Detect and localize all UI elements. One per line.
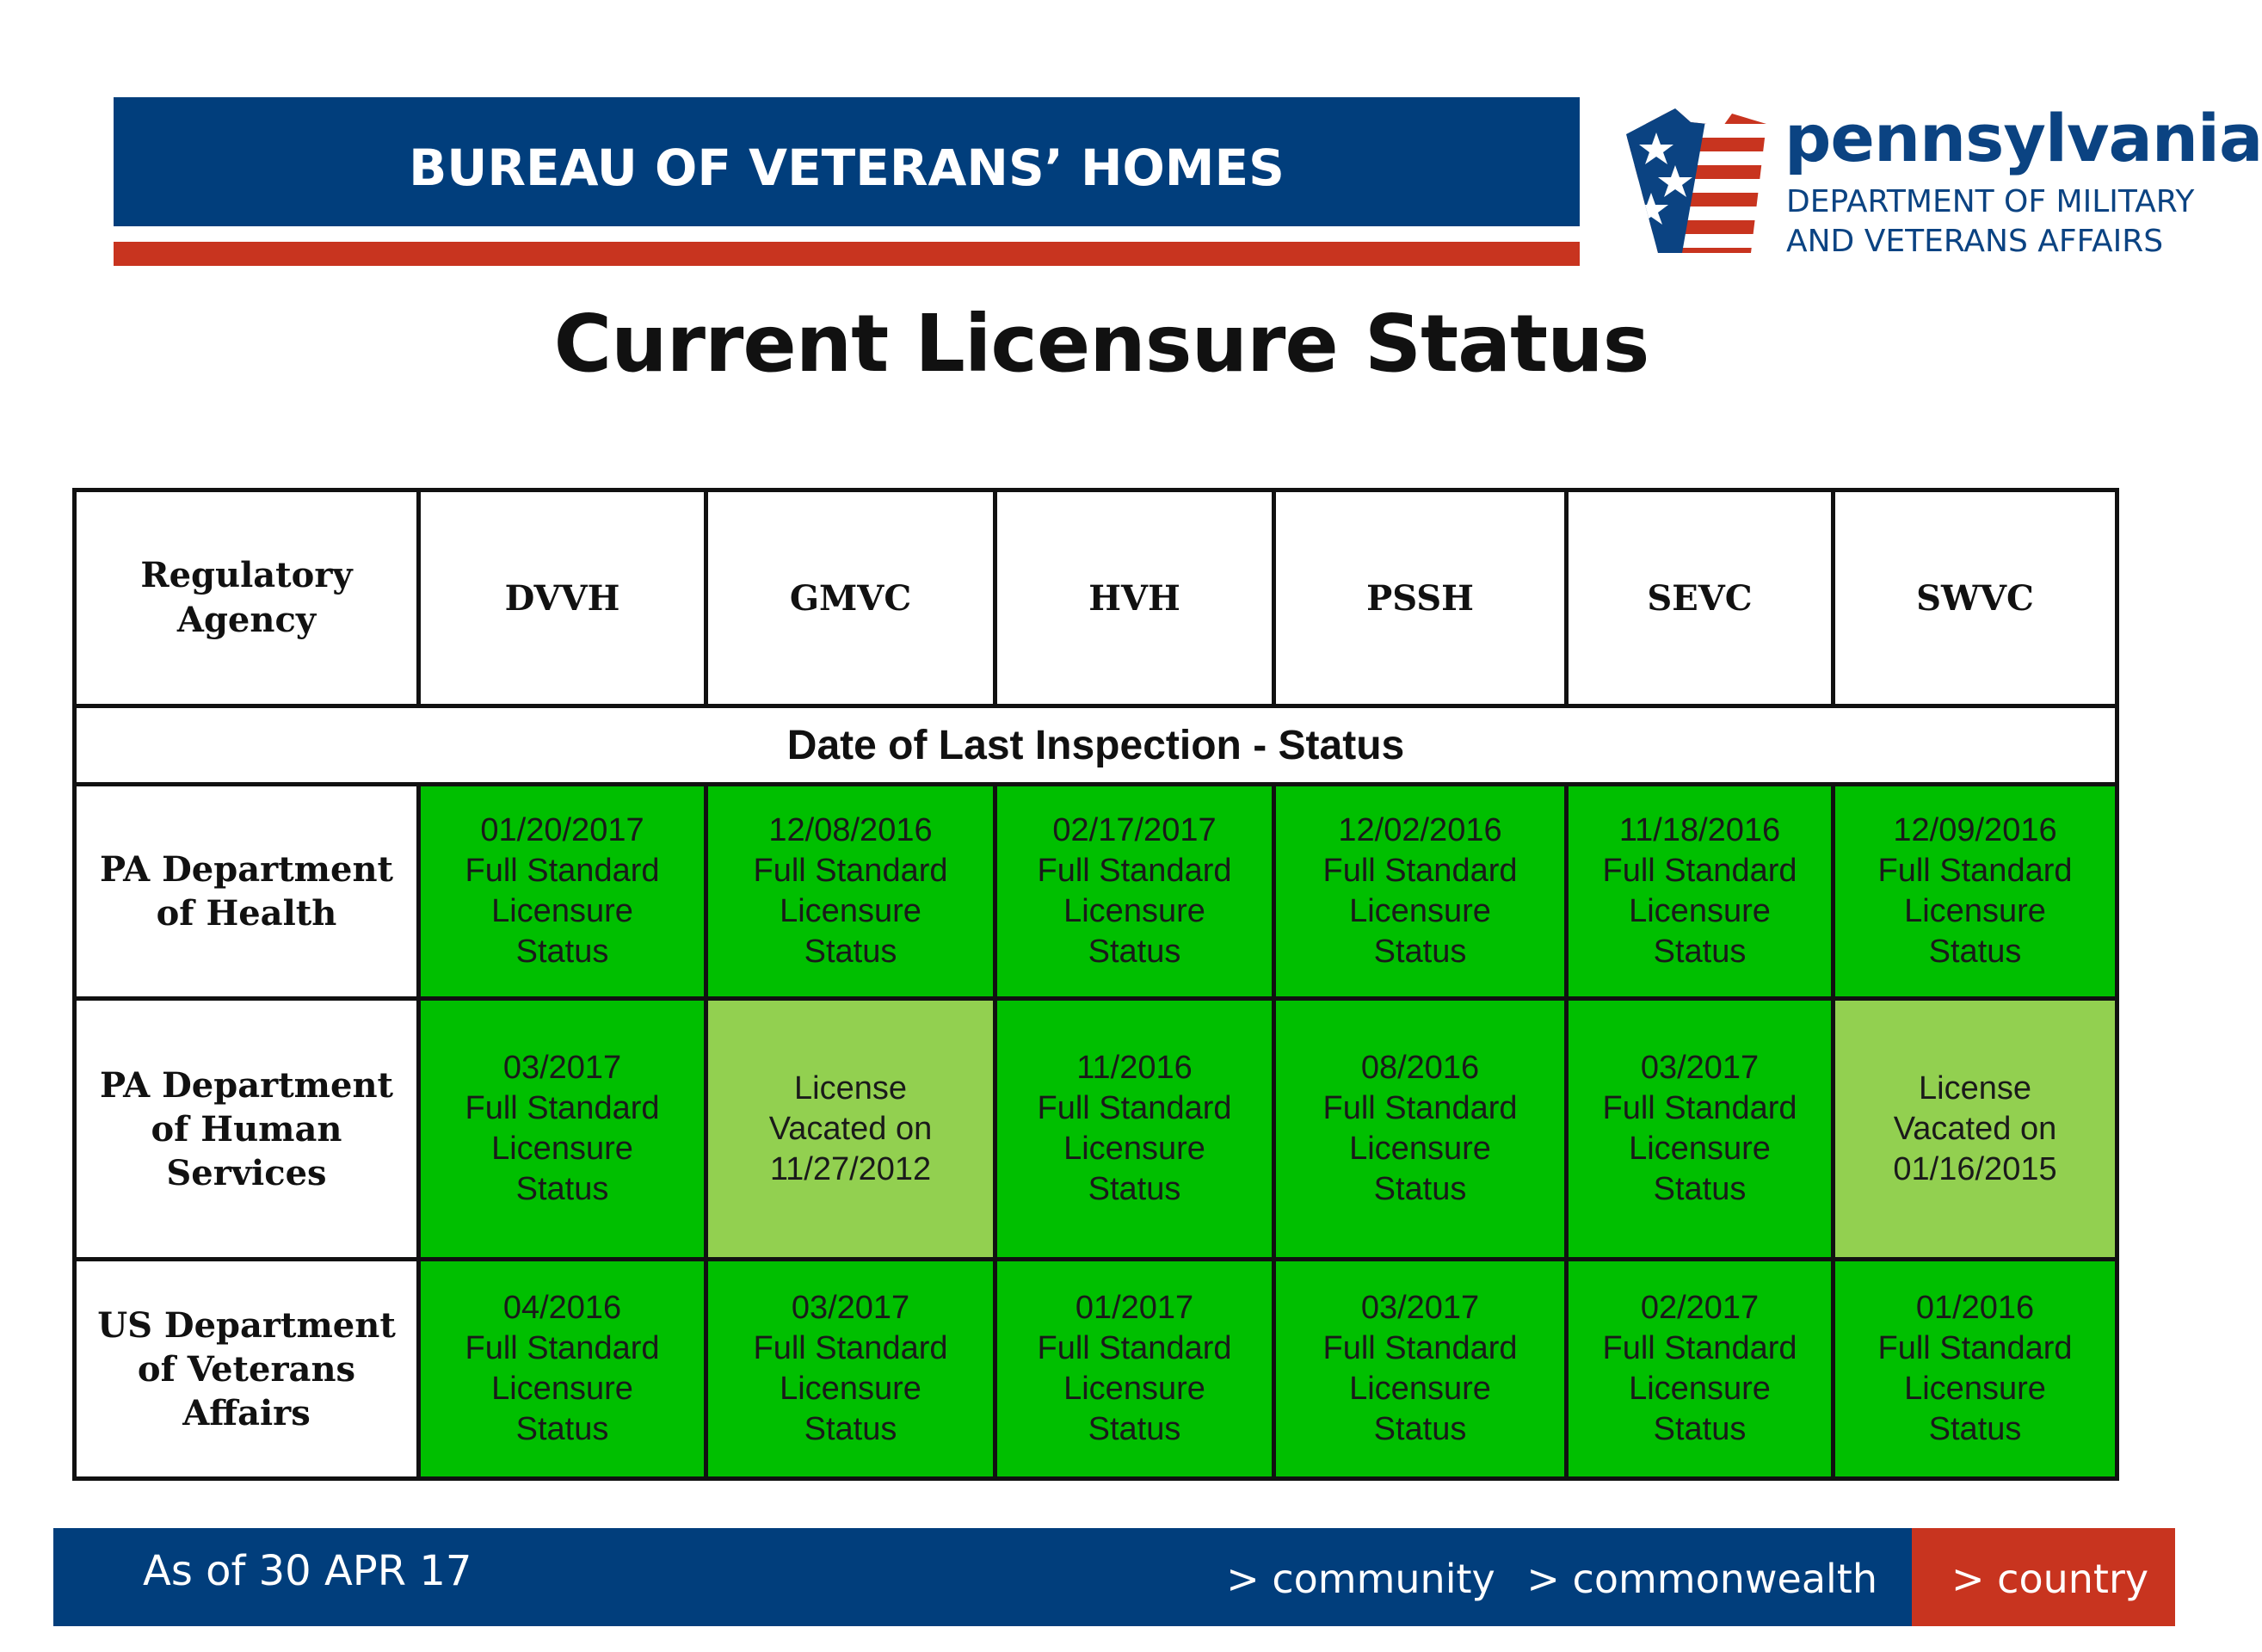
cell-line: 11/27/2012 xyxy=(769,1150,932,1187)
cell-line: 12/02/2016 xyxy=(1338,812,1502,848)
cell-line: Licensure xyxy=(1904,893,2046,929)
cell-line: Full Standard xyxy=(1602,1330,1797,1366)
tagline-community: > community xyxy=(1226,1556,1495,1602)
table-row-human-services xyxy=(75,999,2117,1260)
status-cell xyxy=(1567,785,1834,999)
status-cell xyxy=(995,999,1274,1260)
cell-line: Status xyxy=(1373,1171,1467,1207)
cell-line: Status xyxy=(1373,934,1467,970)
cell-line: Status xyxy=(515,1171,609,1207)
cell-line: Status xyxy=(1373,1411,1467,1447)
footer-date: As of 30 APR 17 xyxy=(143,1547,472,1595)
cell-line: Status xyxy=(515,1411,609,1447)
cell-line: Full Standard xyxy=(1322,1090,1518,1126)
agency-line: of Health xyxy=(156,893,337,934)
agency-line: PA Department xyxy=(99,849,394,890)
cell-line: Status xyxy=(1088,934,1181,970)
cell-line: Full Standard xyxy=(753,853,948,889)
status-cell xyxy=(1834,785,2117,999)
cell-line: 03/2017 xyxy=(1360,1290,1480,1326)
agency-line: Services xyxy=(166,1152,327,1193)
cell-line: Full Standard xyxy=(1602,853,1797,889)
status-cell xyxy=(1274,1260,1567,1479)
agency-header-line: Regulatory xyxy=(140,555,353,595)
agency-name-human-services xyxy=(75,999,419,1260)
section-label: Date of Last Inspection - Status xyxy=(75,706,2117,785)
cell-line: Status xyxy=(1088,1171,1181,1207)
cell-line: Status xyxy=(515,934,609,970)
cell-line: Licensure xyxy=(491,893,633,929)
cell-line: Licensure xyxy=(491,1371,633,1407)
cell-line: Status xyxy=(1653,1411,1747,1447)
cell-line: Full Standard xyxy=(1602,1090,1797,1126)
status-cell xyxy=(419,785,706,999)
cell-line: Full Standard xyxy=(1037,1090,1232,1126)
cell-line: Licensure xyxy=(780,1371,921,1407)
cell-line: 02/17/2017 xyxy=(1052,812,1217,848)
pennsylvania-keystone-flag-icon xyxy=(1622,107,1768,253)
agency-line: PA Department xyxy=(99,1064,394,1106)
cell-line: 12/08/2016 xyxy=(768,812,933,848)
cell-line: Licensure xyxy=(1063,1131,1205,1167)
cell-line: Licensure xyxy=(1629,1371,1771,1407)
table-row-veterans-affairs xyxy=(75,1260,2117,1479)
cell-line: 01/2017 xyxy=(1075,1290,1194,1326)
cell-line: 11/18/2016 xyxy=(1618,812,1781,848)
agency-header-line: Agency xyxy=(176,600,317,640)
cell-line: Full Standard xyxy=(1322,853,1518,889)
column-header-pssh: PSSH xyxy=(1274,490,1567,706)
column-header-hvh: HVH xyxy=(995,490,1274,706)
column-header-sevc: SEVC xyxy=(1567,490,1834,706)
cell-line: Status xyxy=(804,934,897,970)
cell-line: Full Standard xyxy=(1877,853,2073,889)
cell-line: Licensure xyxy=(1349,1131,1491,1167)
column-header-swvc: SWVC xyxy=(1834,490,2117,706)
header-red-stripe xyxy=(114,242,1580,266)
status-cell xyxy=(706,785,995,999)
org-subtitle xyxy=(1786,182,2194,262)
status-cell xyxy=(1567,999,1834,1260)
status-cell xyxy=(1834,1260,2117,1479)
status-cell xyxy=(1567,1260,1834,1479)
cell-line: 12/09/2016 xyxy=(1893,812,2057,848)
cell-line: Status xyxy=(1653,934,1747,970)
tagline-commonwealth: > commonwealth xyxy=(1526,1556,1877,1602)
cell-line: Licensure xyxy=(1904,1371,2046,1407)
cell-line: 01/16/2015 xyxy=(1893,1150,2057,1187)
cell-line: Licensure xyxy=(1063,893,1205,929)
cell-line: 01/20/2017 xyxy=(480,812,644,848)
column-header-gmvc: GMVC xyxy=(706,490,995,706)
cell-line: Status xyxy=(1088,1411,1181,1447)
cell-line: Full Standard xyxy=(753,1330,948,1366)
cell-line: Licensure xyxy=(1629,1131,1771,1167)
cell-line: 04/2016 xyxy=(502,1290,622,1326)
cell-line: Licensure xyxy=(1629,893,1771,929)
cell-line: 03/2017 xyxy=(791,1290,910,1326)
cell-line: License xyxy=(1919,1069,2031,1106)
licensure-table xyxy=(72,488,2119,1481)
cell-line: Licensure xyxy=(1063,1371,1205,1407)
cell-line: Full Standard xyxy=(1037,1330,1232,1366)
status-cell xyxy=(995,785,1274,999)
status-cell-vacated xyxy=(706,999,995,1260)
agency-line: of Human xyxy=(151,1108,342,1150)
cell-line: Status xyxy=(1928,934,2022,970)
header-title: BUREAU OF VETERANS’ HOMES xyxy=(409,139,1285,197)
cell-line: 08/2016 xyxy=(1360,1050,1480,1086)
agency-name-veterans-affairs xyxy=(75,1260,419,1479)
status-cell xyxy=(419,999,706,1260)
org-name: pennsylvania xyxy=(1784,100,2262,176)
column-header-dvvh: DVVH xyxy=(419,490,706,706)
footer-tagline xyxy=(1207,1556,1877,1602)
cell-line: 03/2017 xyxy=(502,1050,622,1086)
cell-line: Status xyxy=(1928,1411,2022,1447)
cell-line: 03/2017 xyxy=(1640,1050,1760,1086)
status-cell xyxy=(419,1260,706,1479)
org-subtitle-line-1: DEPARTMENT OF MILITARY xyxy=(1786,184,2195,219)
agency-column-header xyxy=(75,490,419,706)
org-subtitle-line-2: AND VETERANS AFFAIRS xyxy=(1786,224,2164,259)
status-cell xyxy=(706,1260,995,1479)
status-cell xyxy=(1274,785,1567,999)
cell-line: Full Standard xyxy=(465,853,660,889)
cell-line: Full Standard xyxy=(1037,853,1232,889)
status-cell-vacated xyxy=(1834,999,2117,1260)
table-row-health xyxy=(75,785,2117,999)
cell-line: Vacated on xyxy=(768,1110,933,1147)
agency-name-health xyxy=(75,785,419,999)
cell-line: Status xyxy=(1653,1171,1747,1207)
cell-line: Full Standard xyxy=(1877,1330,2073,1366)
cell-line: Licensure xyxy=(780,893,921,929)
tagline-country: > country xyxy=(1951,1556,2149,1602)
cell-line: Full Standard xyxy=(465,1330,660,1366)
agency-line: Affairs xyxy=(182,1392,311,1433)
agency-line: of Veterans xyxy=(137,1348,356,1390)
cell-line: Full Standard xyxy=(465,1090,660,1126)
cell-line: License xyxy=(794,1069,907,1106)
cell-line: Status xyxy=(804,1411,897,1447)
cell-line: Licensure xyxy=(1349,893,1491,929)
cell-line: Full Standard xyxy=(1322,1330,1518,1366)
cell-line: 11/2016 xyxy=(1076,1050,1193,1086)
cell-line: Licensure xyxy=(491,1131,633,1167)
cell-line: Licensure xyxy=(1349,1371,1491,1407)
page-title: Current Licensure Status xyxy=(553,298,1649,390)
status-cell xyxy=(995,1260,1274,1479)
agency-line: US Department xyxy=(97,1304,396,1346)
cell-line: Vacated on xyxy=(1893,1110,2057,1147)
header-banner xyxy=(114,97,1580,226)
cell-line: 02/2017 xyxy=(1640,1290,1760,1326)
cell-line: 01/2016 xyxy=(1915,1290,2035,1326)
status-cell xyxy=(1274,999,1567,1260)
